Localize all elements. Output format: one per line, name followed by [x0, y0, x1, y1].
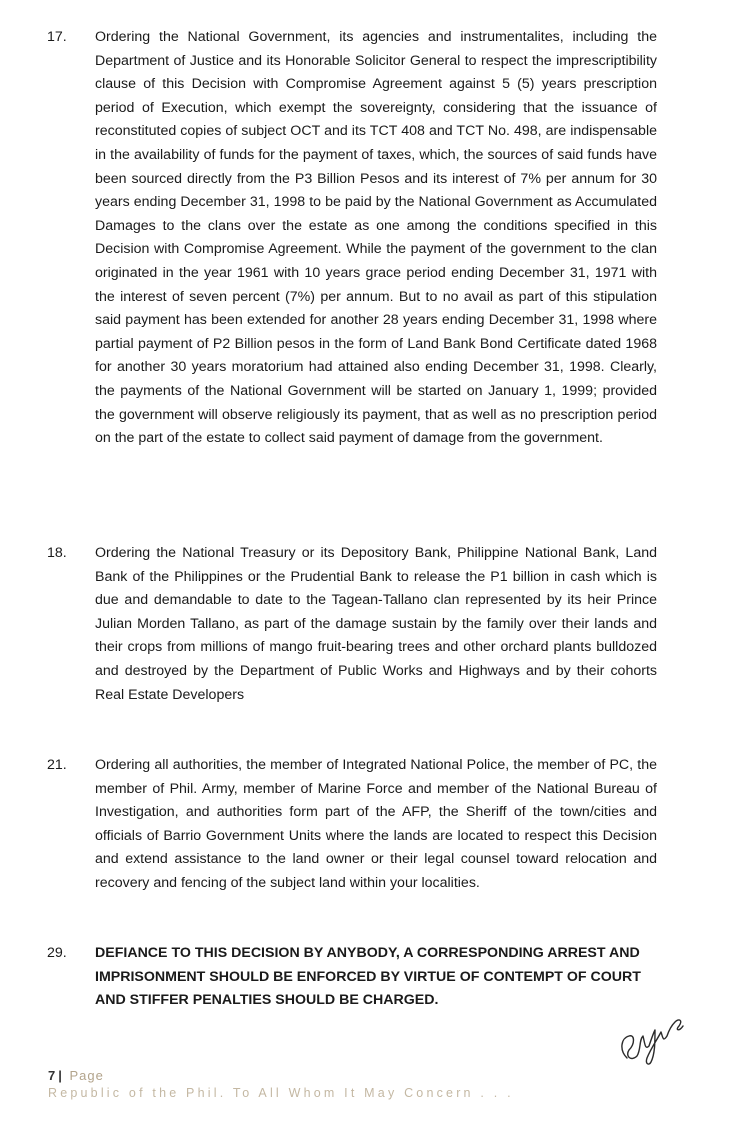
clause-text: Ordering the National Government, its agencies and instrumentalites, including the Department of Justice and its Honorable Solicitor General to respect the imprescriptibility clause of this Decision with Compromise Agreement against 5 (5) years prescription period of Execution, which exempt the sovereignty, considering that the issuance of reconstituted copies of subject OCT and its TCT 408 and TCT No. 498, are indispensable in the availability of funds for the payment of taxes, which, the sources of said funds have been sourced directly from the P3 Billion Pesos and its interest of 7% per annum for 30 years ending December 31, 1998 to be paid by the National Government as Accumulated Damages to the clans over the estate as one among the conditions specified in this Decision with Compromise Agreement. While the payment of the government to the clan originated in the year 1961 with 10 years grace period ending December 31, 1971 with the interest of seven percent (7%) per annum. But to no avail as part of this stipulation said payment has been extended for another 28 years ending December 31, 1998 where partial payment of P2 Billion pesos in the form of Land Bank Bond Certificate dated 1968 for another 30 years moratorium had attained also ending December 31, 1998. Clearly, the payments of the National Government will be started on January 1, 1999; provided the government will observe religiously its payment, that as well as no prescription period on the part of the estate to collect said payment of damage from the government. — [95, 29, 657, 447]
clause-text: Ordering all authorities, the member of Integrated National Police, the member of PC, the member of Phil. Army, member of Marine Force and member of the National Bureau of Investigation, and authorities form part of the AFP, the Sheriff of the town/cities and officials of Barrio Government Units where the lands are located to respect this Decision and extend assistance to the land owner or their legal counsel toward relocation and recovery and fencing of the subject land within your localities. — [95, 757, 657, 891]
clause-21 — [47, 754, 657, 896]
page-number-footer — [48, 1068, 104, 1083]
signature-initials — [605, 1000, 695, 1070]
clause-text: DEFIANCE TO THIS DECISION BY ANYBODY, A CORRESPONDING ARREST AND IMPRISONMENT SHOULD BE ENFORCED BY VIRTUE OF CONTEMPT OF COURT AND STIFFER PENALTIES SHOULD BE CHARGED. — [95, 945, 641, 1009]
clause-text: Ordering the National Treasury or its Depository Bank, Philippine National Bank, Land Bank of the Philippines or the Prudential Bank to release the P1 billion in cash which is due and demandable to date to the Tagean-Tallano clan represented by its heir Prince Julian Morden Tallano, as part of the damage sustain by the family over their lands and their crops from millions of mango fruit-bearing trees and other orchard plants bulldozed and destroyed by the Department of Public Works and Highways and by their cohorts Real Estate Developers — [95, 545, 657, 703]
clause-number: 18. — [47, 545, 67, 561]
clause-29 — [47, 942, 657, 1013]
page-number: 7 — [48, 1068, 57, 1083]
clause-number: 29. — [47, 945, 67, 961]
clause-17 — [47, 26, 657, 451]
clause-number: 17. — [47, 29, 67, 45]
page-separator: | — [58, 1068, 63, 1083]
clause-number: 21. — [47, 757, 67, 773]
clause-18 — [47, 542, 657, 707]
page-label: Page — [69, 1068, 104, 1083]
running-title: Republic of the Phil. To All Whom It May Concern . . . — [48, 1086, 514, 1100]
